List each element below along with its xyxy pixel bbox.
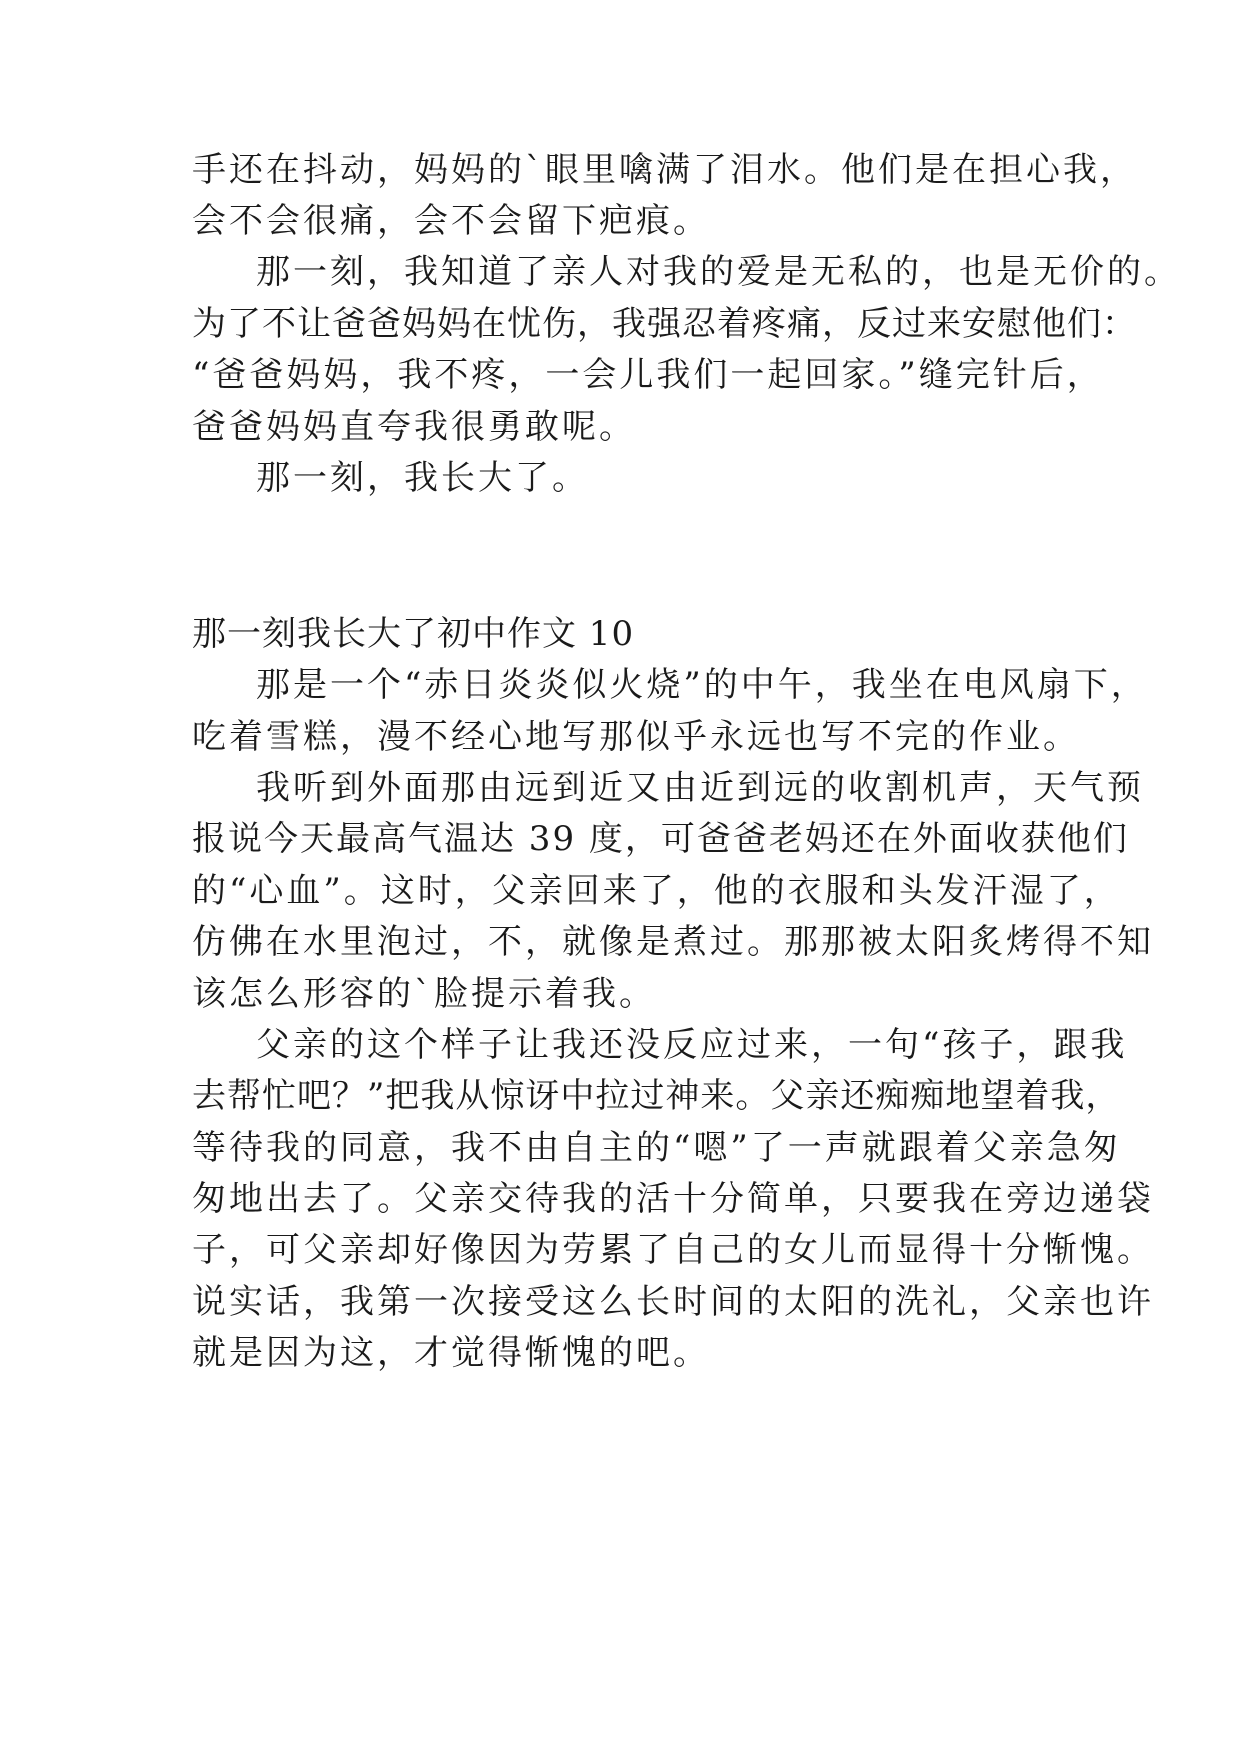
text-line: “爸爸妈妈，我不疼，一会儿我们一起回家。”缝完针后， bbox=[192, 355, 1104, 395]
text-line: 去帮忙吧？”把我从惊讶中拉过神来。父亲还痴痴地望着我， bbox=[192, 1076, 1121, 1116]
text-line: 匆地出去了。父亲交待我的活十分简单，只要我在旁边递袋 bbox=[192, 1179, 1154, 1219]
text-line: 该怎么形容的`脸提示着我。 bbox=[192, 974, 656, 1014]
text-line: 报说今天最高气温达 39 度，可爸爸老妈还在外面收获他们 bbox=[192, 819, 1129, 859]
text-line: 就是因为这，才觉得惭愧的吧。 bbox=[192, 1333, 710, 1373]
text-line: 那一刻，我长大了。 bbox=[256, 458, 589, 498]
text-line: 会不会很痛，会不会留下疤痕。 bbox=[192, 201, 710, 241]
essay-title: 那一刻我长大了初中作文 10 bbox=[192, 614, 635, 654]
text-line: 吃着雪糕，漫不经心地写那似乎永远也写不完的作业。 bbox=[192, 717, 1080, 757]
text-line: 那一刻，我知道了亲人对我的爱是无私的，也是无价的。 bbox=[256, 252, 1181, 292]
text-line: 说实话，我第一次接受这么长时间的太阳的洗礼，父亲也许 bbox=[192, 1282, 1154, 1322]
text-line: 子，可父亲却好像因为劳累了自己的女儿而显得十分惭愧。 bbox=[192, 1230, 1154, 1270]
text-line: 父亲的这个样子让我还没反应过来，一句“孩子，跟我 bbox=[256, 1025, 1128, 1065]
text-line: 手还在抖动，妈妈的`眼里噙满了泪水。他们是在担心我， bbox=[192, 150, 1137, 190]
text-line: 为了不让爸爸妈妈在忧伤，我强忍着疼痛，反过来安慰他们： bbox=[192, 304, 1137, 344]
text-line: 爸爸妈妈直夸我很勇敢呢。 bbox=[192, 407, 636, 447]
text-line: 等待我的同意，我不由自主的“嗯”了一声就跟着父亲急匆 bbox=[192, 1128, 1121, 1168]
text-line: 的“心血”。这时，父亲回来了，他的衣服和头发汗湿了， bbox=[192, 871, 1121, 911]
text-line: 仿佛在水里泡过，不，就像是煮过。那那被太阳炙烤得不知 bbox=[192, 922, 1154, 962]
text-line: 那是一个“赤日炎炎似火烧”的中午，我坐在电风扇下， bbox=[256, 665, 1148, 705]
text-line: 我听到外面那由远到近又由近到远的收割机声，天气预 bbox=[256, 768, 1144, 808]
